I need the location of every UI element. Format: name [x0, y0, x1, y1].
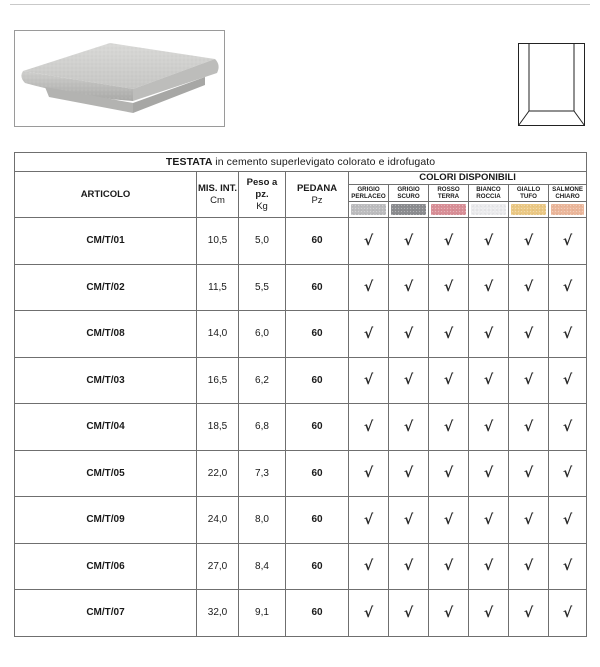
profile-drawing: [518, 43, 585, 126]
availability-cell: [349, 450, 389, 497]
mis-int-cell: 24,0: [197, 497, 239, 544]
check-icon: √: [403, 279, 414, 296]
pedana-cell: 60: [286, 404, 349, 451]
color-swatch: [511, 204, 546, 215]
check-icon: √: [443, 232, 454, 249]
check-icon: √: [483, 511, 494, 528]
peso-cell: 6,8: [239, 404, 286, 451]
peso-cell: 5,5: [239, 264, 286, 311]
check-icon: √: [483, 418, 494, 435]
table-row: [15, 404, 587, 451]
check-icon: √: [523, 279, 534, 296]
color-name-line2: CHIARO: [555, 193, 580, 200]
check-icon: √: [363, 558, 374, 575]
availability-cell: [469, 497, 509, 544]
check-icon: √: [483, 372, 494, 389]
availability-cell: [469, 590, 509, 637]
color-swatch: [551, 204, 584, 215]
availability-cell: [509, 218, 549, 265]
table-body: [15, 218, 587, 637]
availability-cell: [349, 404, 389, 451]
articolo-cell: CM/T/09: [15, 497, 197, 544]
color-name-3: [469, 185, 509, 202]
articolo-cell: CM/T/03: [15, 357, 197, 404]
color-name-line1: GIALLO: [516, 186, 541, 193]
col-articolo: ARTICOLO: [15, 172, 197, 218]
color-swatch-cell: [549, 202, 587, 218]
peso-cell: 8,4: [239, 543, 286, 590]
col-peso: [239, 172, 286, 218]
availability-cell: [389, 543, 429, 590]
availability-cell: [349, 497, 389, 544]
color-name-0: [349, 185, 389, 202]
availability-cell: [349, 311, 389, 358]
check-icon: √: [363, 372, 374, 389]
availability-cell: [349, 357, 389, 404]
mis-int-cell: 27,0: [197, 543, 239, 590]
availability-cell: [389, 264, 429, 311]
availability-cell: [429, 404, 469, 451]
pedana-cell: 60: [286, 264, 349, 311]
availability-cell: [549, 450, 587, 497]
availability-cell: [509, 543, 549, 590]
check-icon: √: [562, 558, 573, 575]
check-icon: √: [443, 279, 454, 296]
pedana-cell: 60: [286, 218, 349, 265]
color-name-line2: TERRA: [437, 193, 460, 200]
availability-cell: [549, 264, 587, 311]
color-swatch-cell: [509, 202, 549, 218]
mis-int-cell: 18,5: [197, 404, 239, 451]
color-swatch: [471, 204, 506, 215]
check-icon: √: [562, 372, 573, 389]
check-icon: √: [443, 511, 454, 528]
color-name-line2: SCURO: [397, 193, 420, 200]
color-name-1: [389, 185, 429, 202]
availability-cell: [429, 264, 469, 311]
check-icon: √: [562, 232, 573, 249]
pedana-cell: 60: [286, 357, 349, 404]
spec-table: [14, 152, 587, 637]
mis-int-unit: Cm: [210, 194, 225, 206]
color-name-5: [549, 185, 587, 202]
color-swatch-cell: [349, 202, 389, 218]
mis-int-cell: 11,5: [197, 264, 239, 311]
check-icon: √: [403, 372, 414, 389]
availability-cell: [549, 404, 587, 451]
header-row: [15, 172, 587, 185]
check-icon: √: [483, 465, 494, 482]
check-icon: √: [363, 604, 374, 621]
availability-cell: [509, 264, 549, 311]
check-icon: √: [443, 418, 454, 435]
colori-disponibili-header: COLORI DISPONIBILI: [349, 172, 587, 185]
check-icon: √: [363, 232, 374, 249]
color-swatch: [391, 204, 426, 215]
availability-cell: [469, 311, 509, 358]
check-icon: √: [523, 604, 534, 621]
availability-cell: [429, 543, 469, 590]
mis-int-cell: 10,5: [197, 218, 239, 265]
pillar-cap-image: [15, 31, 224, 126]
pedana-cell: 60: [286, 311, 349, 358]
color-swatch-cell: [389, 202, 429, 218]
color-swatch-cell: [429, 202, 469, 218]
availability-cell: [469, 218, 509, 265]
peso-cell: 7,3: [239, 450, 286, 497]
articolo-cell: CM/T/07: [15, 590, 197, 637]
availability-cell: [509, 497, 549, 544]
check-icon: √: [443, 372, 454, 389]
pedana-cell: 60: [286, 543, 349, 590]
check-icon: √: [562, 279, 573, 296]
peso-label: Peso a pz.: [246, 176, 278, 200]
availability-cell: [349, 543, 389, 590]
color-name-line2: ROCCIA: [476, 193, 501, 200]
table-row: [15, 357, 587, 404]
color-name-line1: SALMONE: [552, 186, 584, 193]
check-icon: √: [523, 511, 534, 528]
check-icon: √: [562, 465, 573, 482]
articolo-cell: CM/T/06: [15, 543, 197, 590]
availability-cell: [509, 404, 549, 451]
articolo-cell: CM/T/04: [15, 404, 197, 451]
availability-cell: [549, 590, 587, 637]
table-row: [15, 311, 587, 358]
availability-cell: [469, 404, 509, 451]
availability-cell: [389, 311, 429, 358]
table-row: [15, 590, 587, 637]
check-icon: √: [562, 325, 573, 342]
peso-cell: 6,0: [239, 311, 286, 358]
check-icon: √: [523, 232, 534, 249]
table-title-row: [15, 153, 587, 172]
color-swatch: [351, 204, 386, 215]
check-icon: √: [443, 465, 454, 482]
table-row: [15, 497, 587, 544]
availability-cell: [349, 590, 389, 637]
pedana-cell: 60: [286, 590, 349, 637]
availability-cell: [549, 357, 587, 404]
availability-cell: [549, 497, 587, 544]
articolo-cell: CM/T/01: [15, 218, 197, 265]
color-name-line1: BIANCO: [476, 186, 501, 193]
availability-cell: [429, 590, 469, 637]
availability-cell: [429, 357, 469, 404]
availability-cell: [429, 450, 469, 497]
color-name-line2: TUFO: [520, 193, 537, 200]
table-row: [15, 450, 587, 497]
check-icon: √: [523, 465, 534, 482]
product-photo-frame: [14, 30, 225, 127]
check-icon: √: [363, 418, 374, 435]
check-icon: √: [523, 372, 534, 389]
peso-cell: 9,1: [239, 590, 286, 637]
check-icon: √: [443, 604, 454, 621]
availability-cell: [349, 218, 389, 265]
mis-int-cell: 22,0: [197, 450, 239, 497]
check-icon: √: [403, 418, 414, 435]
mis-int-label: MIS. INT.: [197, 182, 238, 194]
color-swatch-cell: [469, 202, 509, 218]
pedana-unit: Pz: [311, 194, 323, 206]
mis-int-cell: 32,0: [197, 590, 239, 637]
color-name-4: [509, 185, 549, 202]
availability-cell: [389, 404, 429, 451]
availability-cell: [549, 218, 587, 265]
color-name-line1: GRIGIO: [357, 186, 380, 193]
color-name-line2: PERLACEO: [351, 193, 386, 200]
check-icon: √: [562, 511, 573, 528]
mis-int-cell: 16,5: [197, 357, 239, 404]
table-row: [15, 543, 587, 590]
check-icon: √: [363, 465, 374, 482]
check-icon: √: [403, 325, 414, 342]
check-icon: √: [483, 325, 494, 342]
availability-cell: [549, 311, 587, 358]
availability-cell: [509, 590, 549, 637]
check-icon: √: [363, 279, 374, 296]
availability-cell: [469, 357, 509, 404]
articolo-cell: CM/T/05: [15, 450, 197, 497]
articolo-cell: CM/T/02: [15, 264, 197, 311]
color-name-line1: GRIGIO: [397, 186, 420, 193]
table-row: [15, 264, 587, 311]
availability-cell: [389, 497, 429, 544]
check-icon: √: [483, 604, 494, 621]
title-product: TESTATA: [165, 156, 213, 168]
check-icon: √: [523, 558, 534, 575]
check-icon: √: [562, 604, 573, 621]
articolo-cell: CM/T/08: [15, 311, 197, 358]
availability-cell: [509, 311, 549, 358]
availability-cell: [429, 497, 469, 544]
availability-cell: [389, 218, 429, 265]
availability-cell: [389, 450, 429, 497]
check-icon: √: [363, 325, 374, 342]
availability-cell: [509, 357, 549, 404]
color-name-line1: ROSSO: [437, 186, 460, 193]
color-swatch: [431, 204, 466, 215]
peso-unit: Kg: [256, 200, 268, 212]
peso-cell: 6,2: [239, 357, 286, 404]
check-icon: √: [483, 558, 494, 575]
availability-cell: [389, 590, 429, 637]
check-icon: √: [523, 325, 534, 342]
check-icon: √: [562, 418, 573, 435]
availability-cell: [549, 543, 587, 590]
check-icon: √: [483, 279, 494, 296]
pedana-cell: 60: [286, 450, 349, 497]
availability-cell: [389, 357, 429, 404]
check-icon: √: [403, 232, 414, 249]
check-icon: √: [483, 232, 494, 249]
check-icon: √: [363, 511, 374, 528]
check-icon: √: [403, 511, 414, 528]
table-row: [15, 218, 587, 265]
top-divider: [10, 0, 590, 5]
col-mis-int: [197, 172, 239, 218]
peso-cell: 5,0: [239, 218, 286, 265]
check-icon: √: [403, 604, 414, 621]
availability-cell: [469, 264, 509, 311]
availability-cell: [469, 543, 509, 590]
mis-int-cell: 14,0: [197, 311, 239, 358]
pedana-label: PEDANA: [296, 182, 338, 194]
check-icon: √: [523, 418, 534, 435]
check-icon: √: [443, 325, 454, 342]
table-title: [15, 153, 587, 172]
col-pedana: [286, 172, 349, 218]
title-description: in cemento superlevigato colorato e idrofugato: [215, 156, 436, 168]
pedana-cell: 60: [286, 497, 349, 544]
color-name-2: [429, 185, 469, 202]
check-icon: √: [443, 558, 454, 575]
availability-cell: [429, 218, 469, 265]
check-icon: √: [403, 465, 414, 482]
check-icon: √: [403, 558, 414, 575]
availability-cell: [429, 311, 469, 358]
availability-cell: [509, 450, 549, 497]
peso-cell: 8,0: [239, 497, 286, 544]
availability-cell: [349, 264, 389, 311]
availability-cell: [469, 450, 509, 497]
